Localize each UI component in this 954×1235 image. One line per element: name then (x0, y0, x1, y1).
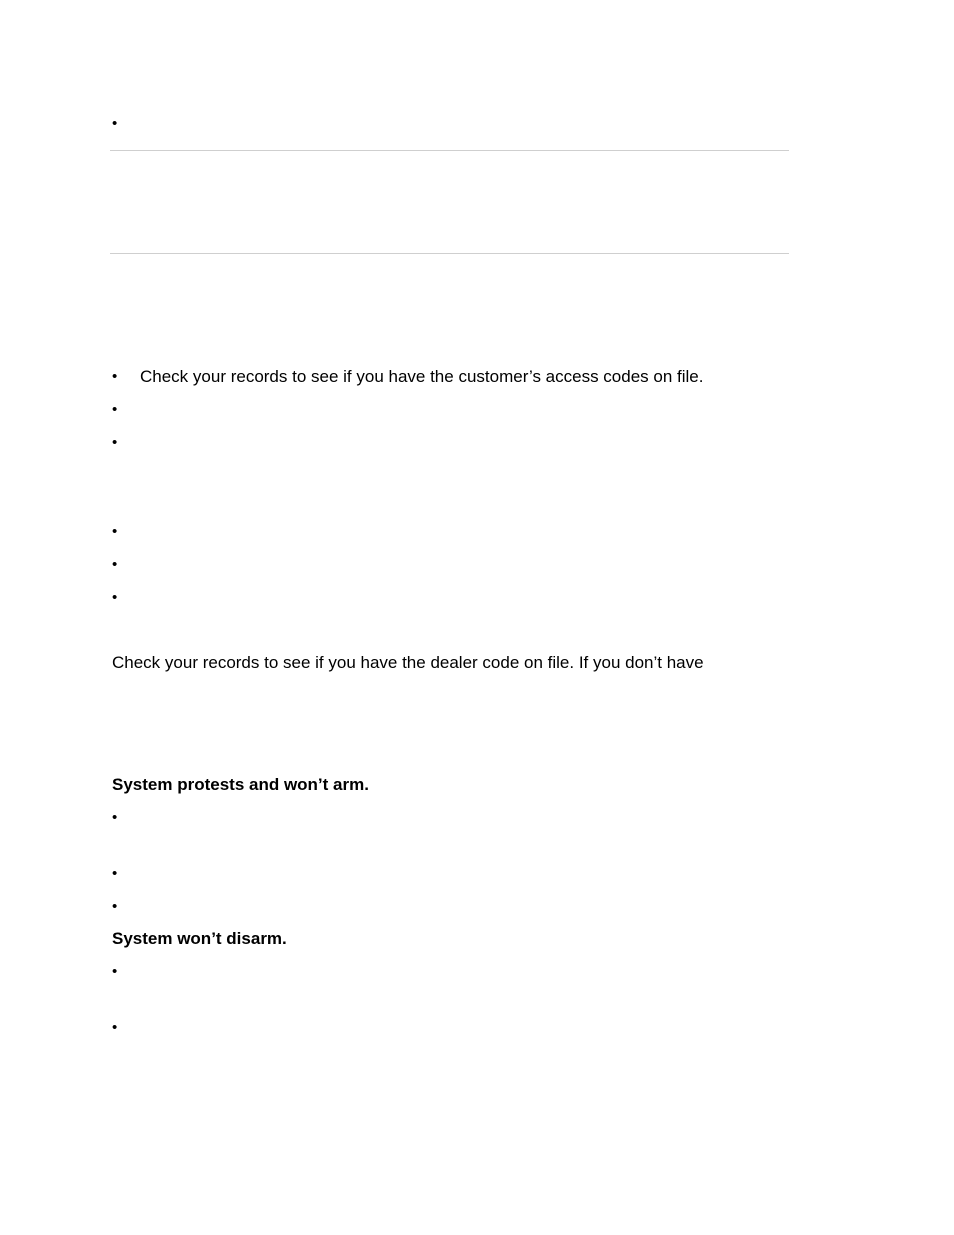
horizontal-rule (110, 253, 789, 254)
list-item-customer-codes: Check your records to see if you have the customer’s access codes on file. (140, 367, 704, 386)
bullet-marker: • (112, 963, 118, 980)
bullet-marker: • (112, 523, 118, 540)
bullet-marker: • (112, 865, 118, 882)
horizontal-rule (110, 150, 789, 151)
bullet-marker: • (112, 589, 118, 606)
bullet-marker: • (112, 434, 118, 451)
bullet-marker: • (112, 556, 118, 573)
bullet-marker: • (112, 368, 118, 385)
bullet-marker: • (112, 898, 118, 915)
bullet-marker: • (112, 1019, 118, 1036)
dealer-code-paragraph: Check your records to see if you have the dealer code on file. If you don’t have (112, 653, 704, 672)
bullet-marker: • (112, 809, 118, 826)
heading-system-wont-arm: System protests and won’t arm. (112, 775, 369, 794)
heading-system-wont-disarm: System won’t disarm. (112, 929, 287, 948)
bullet-marker: • (112, 115, 118, 132)
bullet-marker: • (112, 401, 118, 418)
